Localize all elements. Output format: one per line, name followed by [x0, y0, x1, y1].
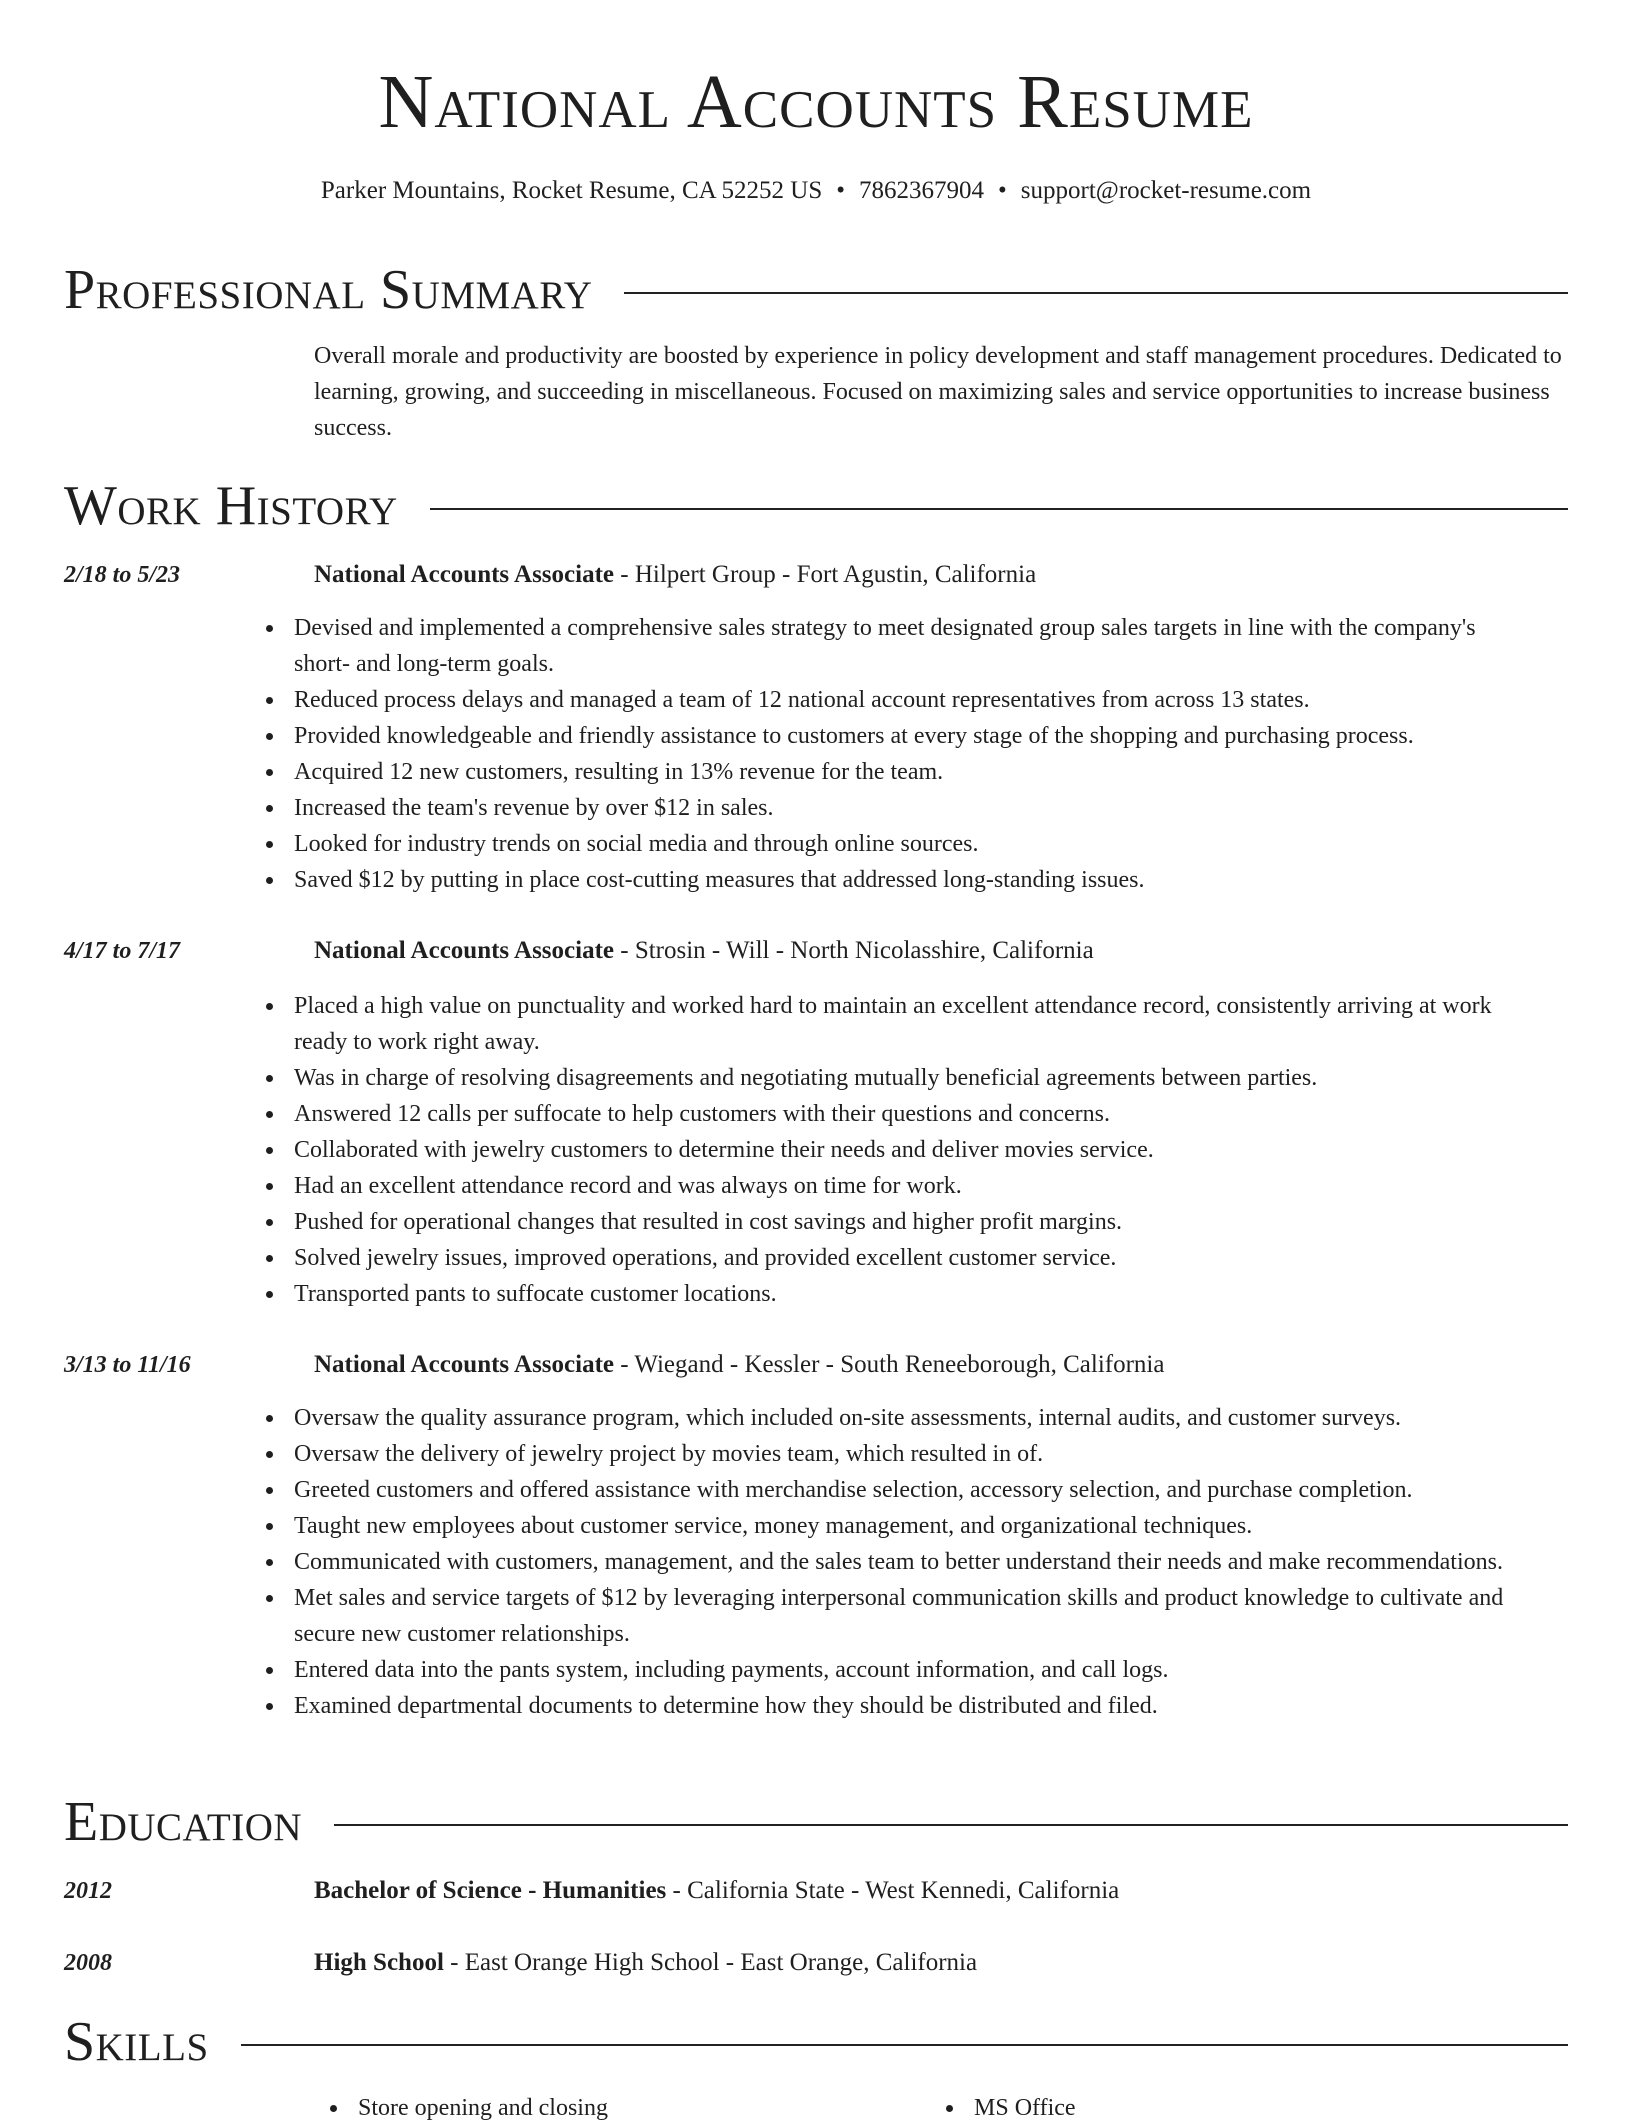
skill-item: MS Office: [974, 2090, 1076, 2126]
contact-email[interactable]: support@rocket-resume.com: [1020, 177, 1312, 204]
contact-line: [0, 174, 1632, 208]
job-bullet: Saved $12 by putting in place cost-cutting measures that addressed long-standing issues.: [294, 862, 1504, 898]
job-employer: - Hilpert Group - Fort Agustin, California: [614, 561, 1037, 588]
job-bullet: Transported pants to suffocate customer locations.: [294, 1276, 1504, 1312]
education-school: - California State - West Kennedi, California: [666, 1877, 1120, 1904]
job-bullets: [250, 988, 1504, 1312]
job-bullet: Oversaw the delivery of jewelry project by movies team, which resulted in of.: [294, 1436, 1504, 1472]
skills-list-left: [314, 2090, 608, 2126]
job-bullet: Devised and implemented a comprehensive sales strategy to meet designated group sales targets in line with the company's short- and long-term goals.: [294, 610, 1504, 682]
job-bullets: [250, 1400, 1504, 1724]
job-dates: 2/18 to 5/23: [64, 562, 181, 588]
job-bullet: Reduced process delays and managed a team of 12 national account representatives from across 13 states.: [294, 682, 1504, 718]
contact-separator: •: [998, 177, 1007, 204]
job-bullet: Greeted customers and offered assistance with merchandise selection, accessory selection, and purchase completion.: [294, 1472, 1504, 1508]
summary-text: Overall morale and productivity are boosted by experience in policy development and staff management procedures. Dedicated to learning, growing, and succeeding in miscellaneous. Focused on maximizing sales and service opportunities to increase business success.: [314, 343, 1562, 441]
job-bullet: Communicated with customers, management, and the sales team to better understand their needs and make recommendations.: [294, 1544, 1504, 1580]
job-bullet: Looked for industry trends on social media and through online sources.: [294, 826, 1504, 862]
section-divider: [334, 1824, 1568, 1826]
job-bullet: Pushed for operational changes that resulted in cost savings and higher profit margins.: [294, 1204, 1504, 1240]
education-line: [314, 1946, 977, 1980]
education-entry: [64, 1874, 1568, 1910]
education-section-header: [64, 1790, 1568, 1854]
job-bullet: Placed a high value on punctuality and worked hard to maintain an excellent attendance record, consistently arriving at work ready to work right away.: [294, 988, 1504, 1060]
resume-title: National Accounts Resume: [378, 60, 1254, 144]
job-title-line: [314, 558, 1036, 592]
education-degree: High School: [314, 1949, 444, 1976]
section-divider: [624, 292, 1568, 294]
education-year: 2012: [64, 1878, 112, 1904]
job-bullet: Answered 12 calls per suffocate to help customers with their questions and concerns.: [294, 1096, 1504, 1132]
contact-phone: 7862367904: [859, 177, 985, 204]
summary-section-header: [64, 258, 1568, 322]
section-title-work: Work History: [64, 475, 398, 537]
job-bullet: Entered data into the pants system, including payments, account information, and call logs.: [294, 1652, 1504, 1688]
education-line: [314, 1874, 1119, 1908]
education-school: - East Orange High School - East Orange, California: [443, 1949, 978, 1976]
contact-address: Parker Mountains, Rocket Resume, CA 52252 US: [320, 177, 823, 204]
job-bullet: Taught new employees about customer service, money management, and organizational techniques.: [294, 1508, 1504, 1544]
skill-item: Store opening and closing: [358, 2090, 608, 2126]
job-title-line: [314, 1348, 1164, 1382]
job-bullets: [250, 610, 1504, 898]
skills-list-right: [930, 2090, 1076, 2126]
job-bullet: Examined departmental documents to determine how they should be distributed and filed.: [294, 1688, 1504, 1724]
job-bullet: Acquired 12 new customers, resulting in 13% revenue for the team.: [294, 754, 1504, 790]
job-bullet: Met sales and service targets of $12 by leveraging interpersonal communication skills and product knowledge to cultivate and secure new customer relationships.: [294, 1580, 1504, 1652]
section-title-summary: Professional Summary: [64, 259, 593, 321]
job-role: National Accounts Associate: [314, 561, 614, 588]
section-title-education: Education: [64, 1791, 303, 1853]
job-employer: - Wiegand - Kessler - South Reneeborough, California: [614, 1351, 1165, 1378]
job-role: National Accounts Associate: [314, 1351, 614, 1378]
job-dates: 3/13 to 11/16: [64, 1352, 191, 1378]
job-bullet: Collaborated with jewelry customers to determine their needs and deliver movies service.: [294, 1132, 1504, 1168]
section-divider: [241, 2044, 1568, 2046]
section-title-skills: Skills: [64, 2011, 209, 2073]
job-employer: - Strosin - Will - North Nicolasshire, California: [614, 937, 1094, 964]
skills-section-header: [64, 2010, 1568, 2074]
job-title-line: [314, 934, 1094, 968]
job-bullet: Oversaw the quality assurance program, which included on-site assessments, internal audits, and customer surveys.: [294, 1400, 1504, 1436]
job-bullet: Had an excellent attendance record and was always on time for work.: [294, 1168, 1504, 1204]
education-year: 2008: [64, 1950, 112, 1976]
job-dates: 4/17 to 7/17: [64, 938, 181, 964]
section-divider: [430, 508, 1568, 510]
job-role: National Accounts Associate: [314, 937, 614, 964]
job-bullet: Provided knowledgeable and friendly assistance to customers at every stage of the shopping and purchasing process.: [294, 718, 1504, 754]
contact-separator: •: [836, 177, 846, 204]
job-bullet: Was in charge of resolving disagreements and negotiating mutually beneficial agreements between parties.: [294, 1060, 1504, 1096]
education-degree: Bachelor of Science - Humanities: [314, 1877, 667, 1904]
work-section-header: [64, 474, 1568, 538]
job-bullet: Solved jewelry issues, improved operations, and provided excellent customer service.: [294, 1240, 1504, 1276]
education-entry: [64, 1946, 1568, 1982]
job-bullet: Increased the team's revenue by over $12 in sales.: [294, 790, 1504, 826]
